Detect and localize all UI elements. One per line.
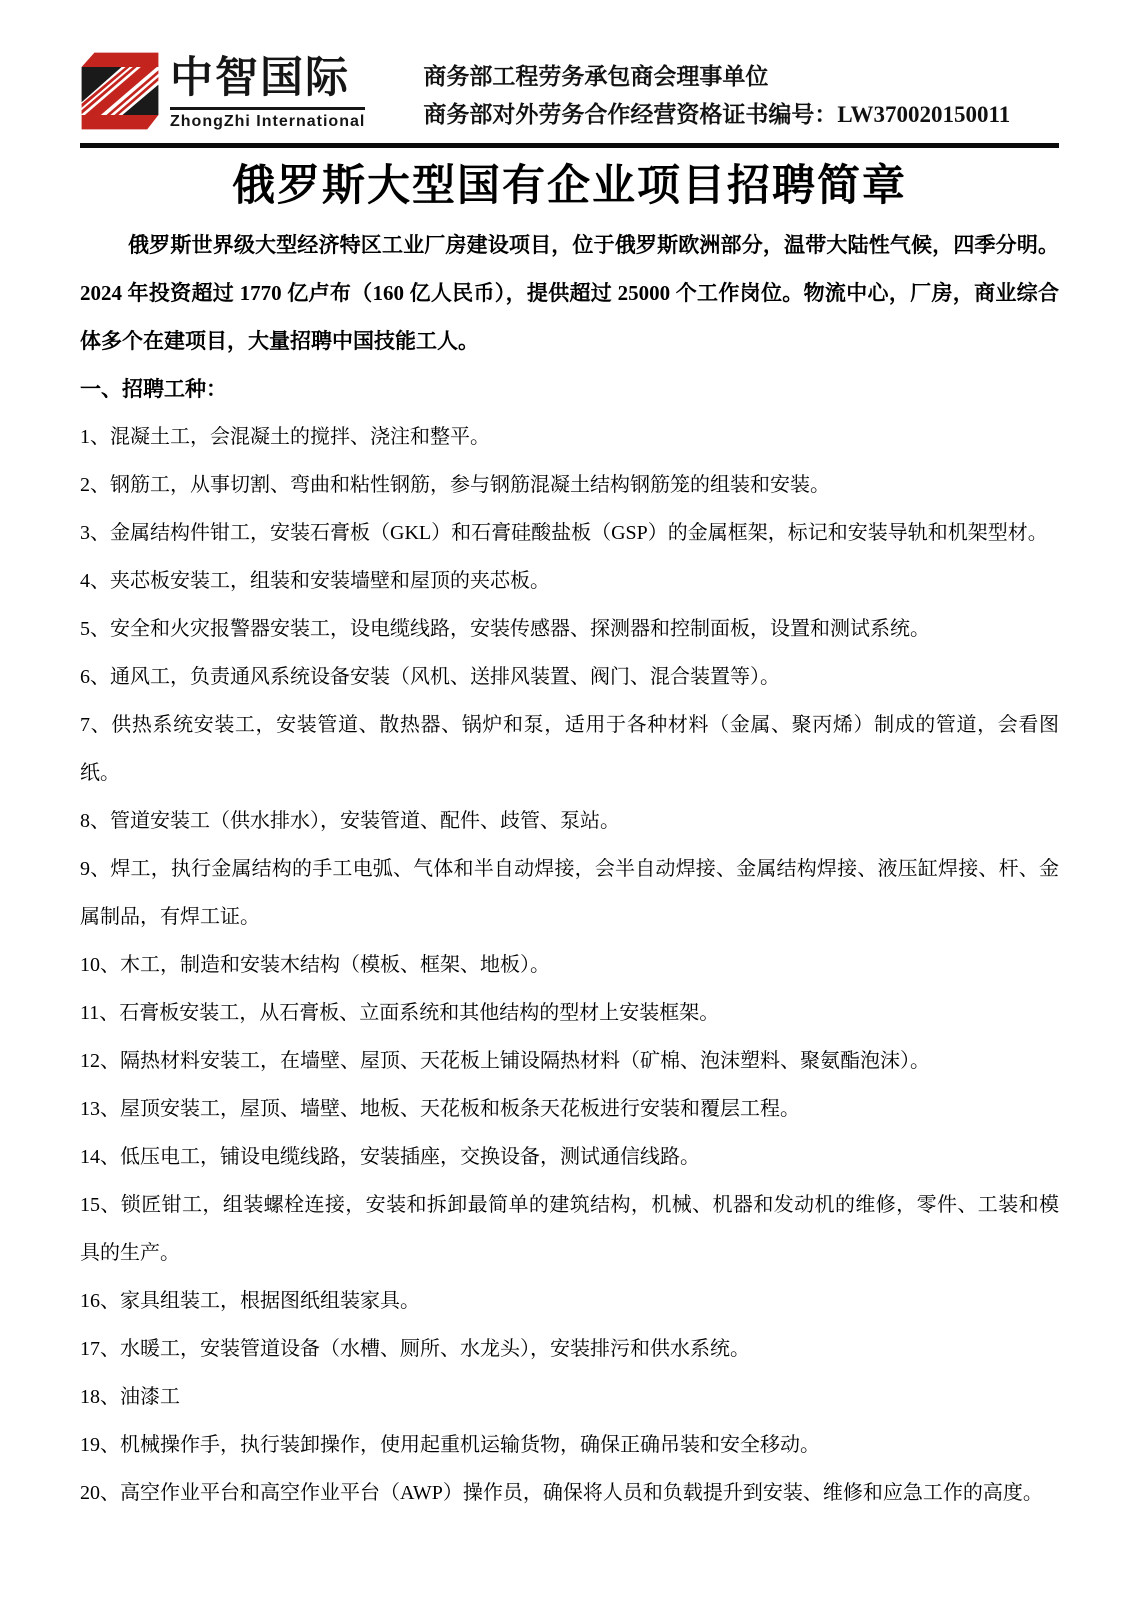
- credential-line-2: 商务部对外劳务合作经营资格证书编号：LW370020150011: [423, 102, 1011, 127]
- section-heading: 一、招聘工种：: [80, 377, 227, 401]
- job-item: 16、家具组装工，根据图纸组装家具。: [80, 1290, 420, 1312]
- credential-line-1: 商务部工程劳务承包商会理事单位: [423, 64, 769, 89]
- job-item: 11、石膏板安装工，从石膏板、立面系统和其他结构的型材上安装框架。: [80, 1002, 720, 1024]
- job-item: 3、金属结构件钳工，安装石膏板（GKL）和石膏硅酸盐板（GSP）的金属框架，标记和安装导轨和机架型材。: [80, 522, 1048, 544]
- job-item: 2、钢筋工，从事切割、弯曲和粘性钢筋，参与钢筋混凝土结构钢筋笼的组装和安装。: [80, 474, 830, 496]
- job-list: [80, 413, 1059, 1517]
- job-item: 1、混凝土工，会混凝土的搅拌、浇注和整平。: [80, 426, 490, 448]
- brand-block: [170, 50, 365, 131]
- brand-divider: [170, 107, 365, 110]
- job-item: 7、供热系统安装工，安装管道、散热器、锅炉和泵，适用于各种材料（金属、聚丙烯）制成的管道，会看图纸。: [80, 714, 1059, 784]
- page-title: 俄罗斯大型国有企业项目招聘简章: [232, 163, 907, 210]
- zhongzhi-logo-icon: [80, 50, 160, 132]
- job-item: 6、通风工，负责通风系统设备安装（风机、送排风装置、阀门、混合装置等）。: [80, 666, 780, 688]
- credentials-block: [423, 50, 1010, 134]
- job-item: 10、木工，制造和安装木结构（模板、框架、地板）。: [80, 954, 550, 976]
- job-item: 20、高空作业平台和高空作业平台（AWP）操作员，确保将人员和负载提升到安装、维修和应急工作的高度。: [80, 1482, 1043, 1504]
- brand-name-cn: 中智国际: [170, 54, 350, 102]
- job-item: 18、油漆工: [80, 1386, 180, 1408]
- job-item: 12、隔热材料安装工，在墙壁、屋顶、天花板上铺设隔热材料（矿棉、泡沫塑料、聚氨酯泡沫）。: [80, 1050, 930, 1072]
- job-item: 19、机械操作手，执行装卸操作，使用起重机运输货物，确保正确吊装和安全移动。: [80, 1434, 820, 1456]
- job-item: 8、管道安装工（供水排水），安装管道、配件、歧管、泵站。: [80, 810, 620, 832]
- job-item: 14、低压电工，铺设电缆线路，安装插座，交换设备，测试通信线路。: [80, 1146, 700, 1168]
- job-item: 4、夹芯板安装工，组装和安装墙壁和屋顶的夹芯板。: [80, 570, 550, 592]
- job-item: 9、焊工，执行金属结构的手工电弧、气体和半自动焊接，会半自动焊接、金属结构焊接、液压缸焊接、杆、金属制品，有焊工证。: [80, 858, 1059, 928]
- header-divider: [80, 143, 1059, 148]
- letterhead: [80, 50, 1059, 134]
- brand-name-en: ZhongZhi International: [170, 113, 366, 130]
- intro-paragraph: 俄罗斯世界级大型经济特区工业厂房建设项目，位于俄罗斯欧洲部分，温带大陆性气候，四季分明。2024 年投资超过 1770 亿卢布（160 亿人民币），提供超过 25000 个工作岗位。物流中心，厂房，商业综合体多个在建项目，大量招聘中国技能工人。: [80, 233, 1059, 353]
- job-item: 13、屋顶安装工，屋顶、墙壁、地板、天花板和板条天花板进行安装和覆层工程。: [80, 1098, 800, 1120]
- job-item: 15、锁匠钳工，组装螺栓连接，安装和拆卸最简单的建筑结构，机械、机器和发动机的维修，零件、工装和模具的生产。: [80, 1194, 1059, 1264]
- job-item: 17、水暖工，安装管道设备（水槽、厕所、水龙头），安装排污和供水系统。: [80, 1338, 750, 1360]
- job-item: 5、安全和火灾报警器安装工，设电缆线路，安装传感器、探测器和控制面板，设置和测试系统。: [80, 618, 930, 640]
